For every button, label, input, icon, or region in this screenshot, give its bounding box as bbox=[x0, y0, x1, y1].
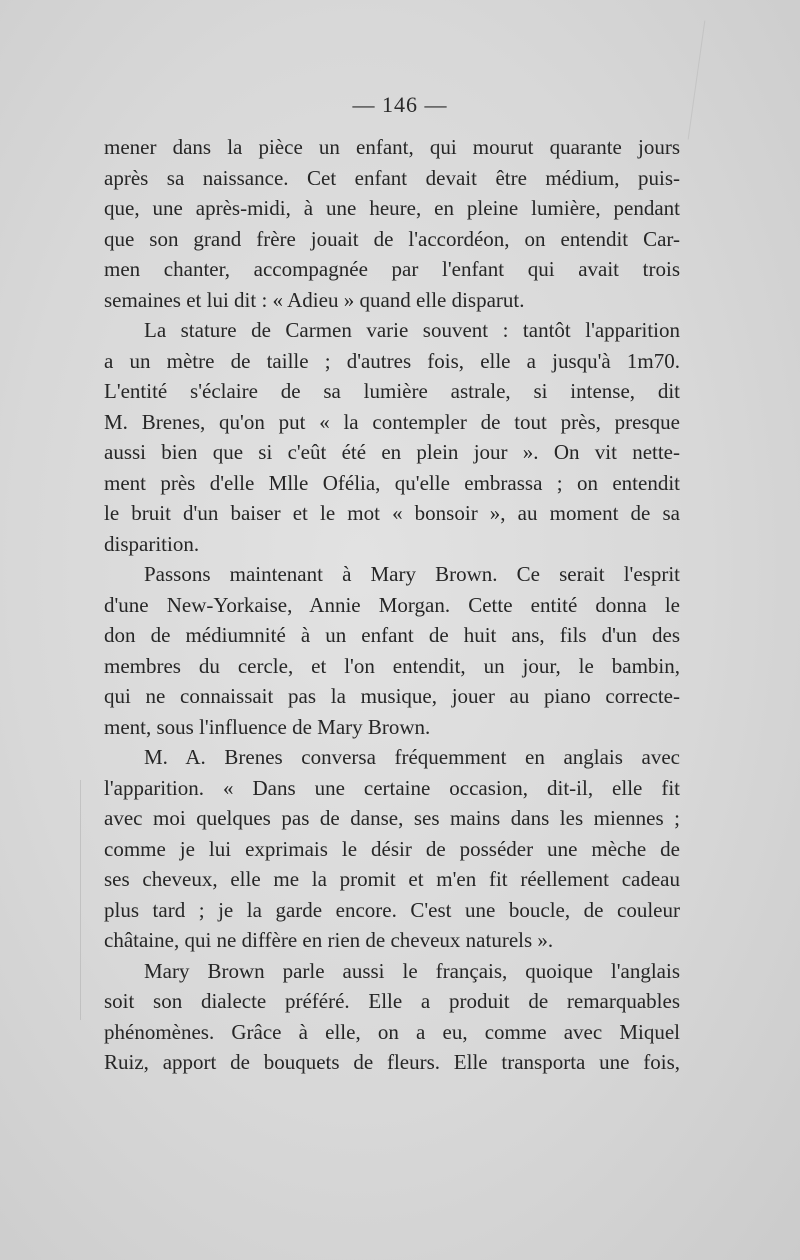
text-line: plus tard ; je la garde encore. C'est une boucle, de couleur bbox=[104, 897, 680, 922]
paragraph bbox=[104, 132, 680, 315]
paragraph bbox=[104, 956, 680, 1078]
text-line: qui ne connaissait pas la musique, jouer au piano correcte- bbox=[104, 684, 680, 708]
text-line: châtaine, qui ne diffère en rien de cheveux naturels ». bbox=[104, 928, 554, 952]
text-line: L'entité s'éclaire de sa lumière astrale, si intense, dit bbox=[104, 379, 680, 403]
text-line: don de médiumnité à un enfant de huit ans, fils d'un des bbox=[104, 623, 680, 647]
text-line: ment près d'elle Mlle Ofélia, qu'elle embrassa ; on entendit bbox=[104, 470, 680, 495]
text-line: après sa naissance. Cet enfant devait être médium, puis- bbox=[104, 165, 680, 190]
text-line: men chanter, accompagnée par l'enfant qui avait trois bbox=[104, 257, 680, 281]
text-line: a un mètre de taille ; d'autres fois, elle a jusqu'à 1m70. bbox=[104, 348, 680, 373]
paragraph bbox=[104, 742, 680, 956]
text-line: Ruiz, apport de bouquets de fleurs. Elle transporta une fois, bbox=[104, 1050, 680, 1074]
text-line: Passons maintenant à Mary Brown. Ce serait l'esprit bbox=[144, 562, 680, 586]
text-line: La stature de Carmen varie souvent : tantôt l'apparition bbox=[144, 318, 680, 342]
text-line: aussi bien que si c'eût été en plein jour ». On vit nette- bbox=[104, 440, 680, 464]
body-text bbox=[104, 132, 680, 1078]
text-line: M. A. Brenes conversa fréquemment en anglais avec bbox=[144, 745, 680, 769]
paragraph bbox=[104, 559, 680, 742]
text-line: semaines et lui dit : « Adieu » quand elle disparut. bbox=[104, 287, 525, 312]
text-line: avec moi quelques pas de danse, ses mains dans les miennes ; bbox=[104, 806, 680, 830]
text-line: l'apparition. « Dans une certaine occasion, dit-il, elle fit bbox=[104, 775, 680, 800]
text-line: ses cheveux, elle me la promit et m'en fit réellement cadeau bbox=[104, 867, 680, 891]
text-line: mener dans la pièce un enfant, qui mourut quarante jours bbox=[104, 135, 680, 159]
text-line: disparition. bbox=[104, 531, 200, 556]
scan-artifact-line bbox=[80, 780, 81, 1020]
page-number: — 146 — bbox=[352, 92, 448, 117]
text-line: le bruit d'un baiser et le mot « bonsoir », au moment de sa bbox=[104, 501, 680, 525]
text-line: que son grand frère jouait de l'accordéon, on entendit Car- bbox=[104, 226, 680, 251]
text-line: phénomènes. Grâce à elle, on a eu, comme avec Miquel bbox=[104, 1019, 680, 1044]
scan-artifact-line bbox=[688, 21, 706, 140]
text-line: membres du cercle, et l'on entendit, un jour, le bambin, bbox=[104, 653, 680, 678]
text-line: Mary Brown parle aussi le français, quoique l'anglais bbox=[144, 958, 680, 983]
text-line: d'une New-Yorkaise, Annie Morgan. Cette entité donna le bbox=[104, 592, 680, 617]
text-line: que, une après-midi, à une heure, en pleine lumière, pendant bbox=[104, 196, 680, 220]
paragraph bbox=[104, 315, 680, 559]
text-line: M. Brenes, qu'on put « la contempler de tout près, presque bbox=[104, 409, 680, 434]
text-line: soit son dialecte préféré. Elle a produit de remarquables bbox=[104, 989, 680, 1013]
text-line: ment, sous l'influence de Mary Brown. bbox=[104, 714, 431, 739]
text-line: comme je lui exprimais le désir de posséder une mèche de bbox=[104, 836, 680, 861]
